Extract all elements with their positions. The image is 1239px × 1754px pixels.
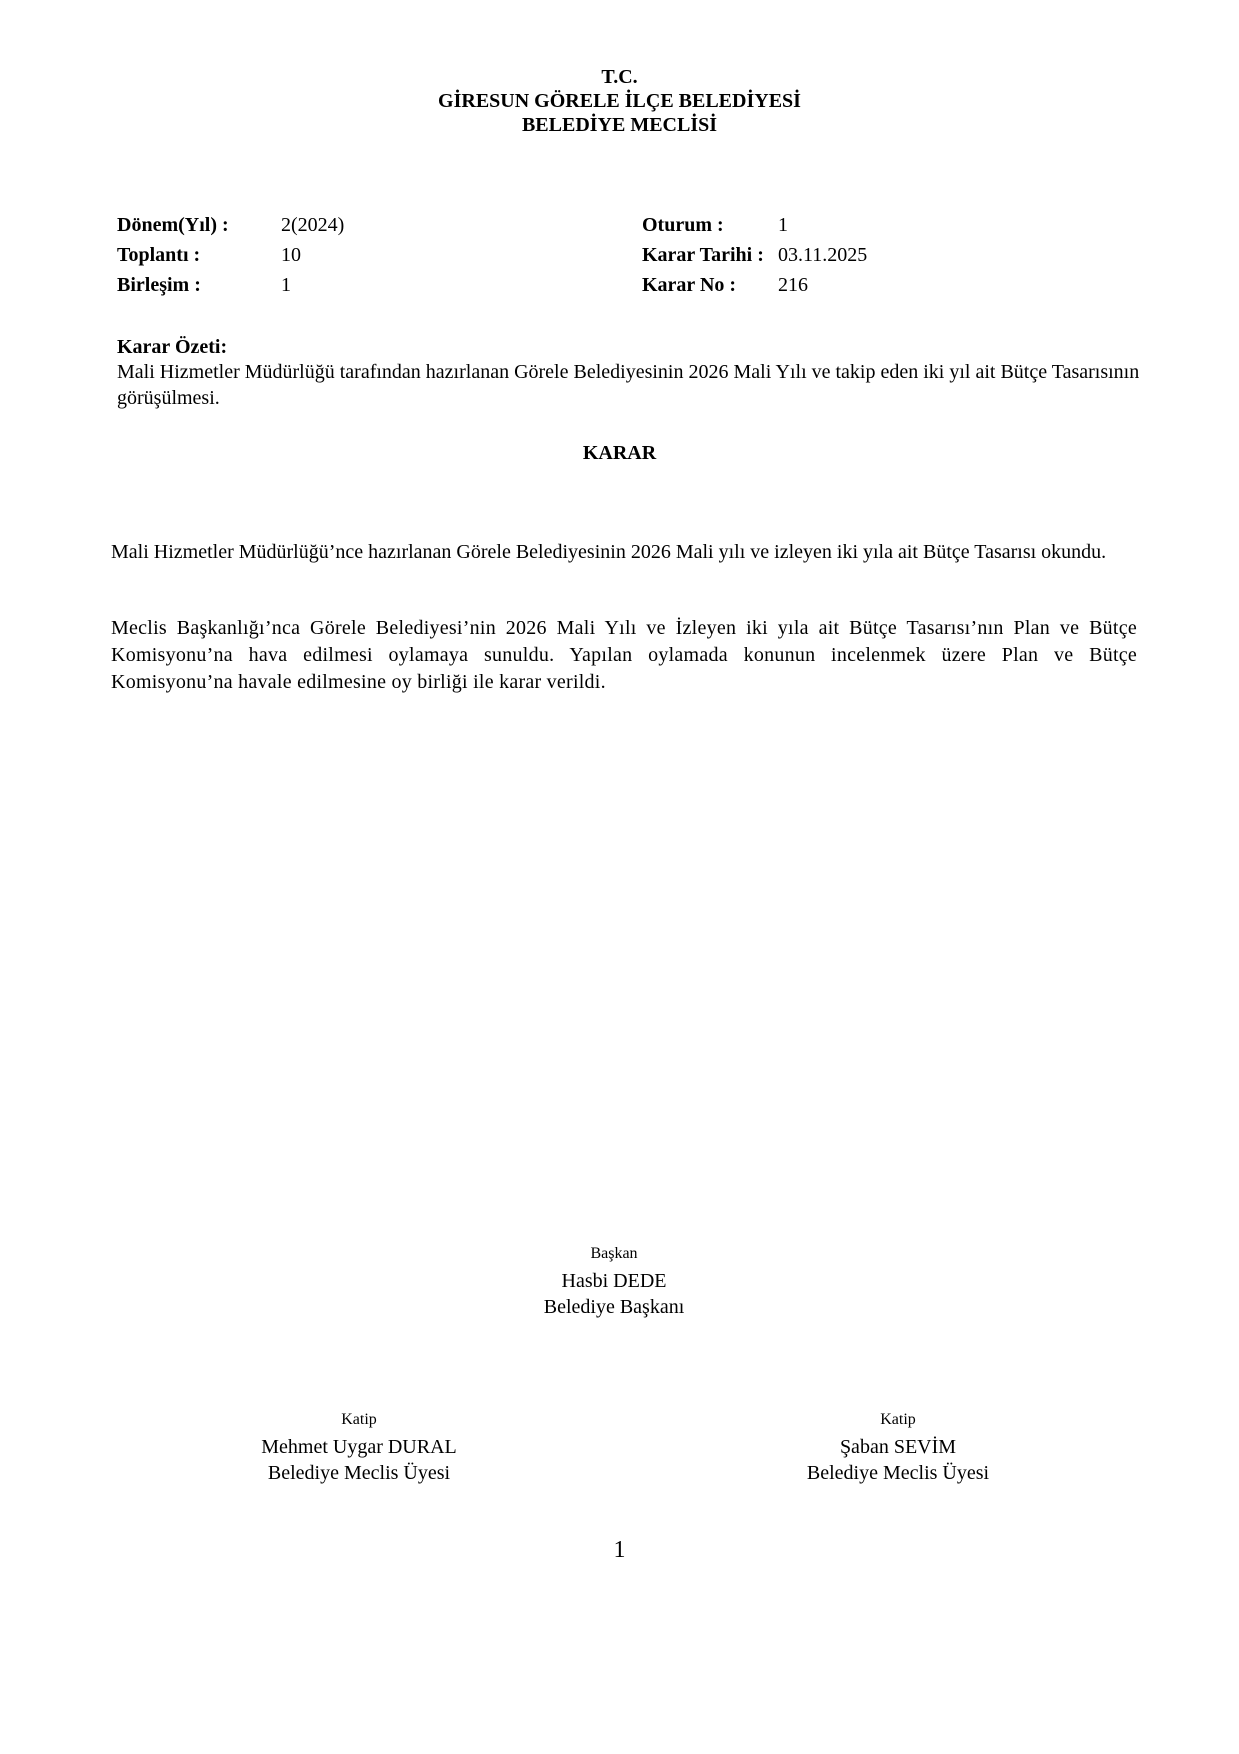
- clerk-left-role: Katip: [341, 1411, 377, 1428]
- oturum-label: Oturum :: [642, 214, 724, 236]
- toplanti-value: 10: [281, 244, 301, 266]
- page-number: 1: [613, 1537, 626, 1563]
- clerk-right-title: Belediye Meclis Üyesi: [806, 1462, 990, 1484]
- donem-value: 2(2024): [281, 214, 345, 236]
- summary-title: Karar Özeti:: [117, 336, 228, 358]
- karar-tarihi-label: Karar Tarihi :: [642, 244, 764, 266]
- birlesim-value: 1: [281, 274, 291, 296]
- birlesim-label: Birleşim :: [117, 274, 201, 296]
- clerk-left-title: Belediye Meclis Üyesi: [267, 1462, 451, 1484]
- toplanti-label: Toplantı :: [117, 244, 201, 266]
- decision-paragraph-1: Mali Hizmetler Müdürlüğü’nce hazırlanan Görele Belediyesinin 2026 Mali yılı ve izleyen iki yıla ait Bütçe Tasarısı okundu.: [111, 541, 1107, 563]
- header-municipality: GİRESUN GÖRELE İLÇE BELEDİYESİ: [438, 90, 801, 112]
- header-tc: T.C.: [601, 66, 638, 88]
- karar-tarihi-value: 03.11.2025: [778, 244, 868, 266]
- summary-text: Mali Hizmetler Müdürlüğü tarafından hazırlanan Görele Belediyesinin 2026 Mali Yılı ve takip eden iki yıl ait Bütçe Tasarısının görüşülmesi.: [117, 361, 1140, 409]
- president-role: Başkan: [590, 1245, 638, 1262]
- donem-label: Dönem(Yıl) :: [117, 214, 229, 236]
- clerk-right-role: Katip: [880, 1411, 916, 1428]
- karar-no-value: 216: [778, 274, 808, 296]
- clerk-right-name: Şaban SEVİM: [839, 1436, 957, 1458]
- president-signature-block: [434, 1244, 794, 1320]
- clerk-left-signature-block: [179, 1410, 539, 1486]
- president-title: Belediye Başkanı: [543, 1296, 685, 1318]
- clerk-left-name: Mehmet Uygar DURAL: [261, 1436, 457, 1458]
- decision-paragraph-2: Meclis Başkanlığı’nca Görele Belediyesi’nin 2026 Mali Yılı ve İzleyen iki yıla ait Bütçe Tasarısı’nın Plan ve Bütçe Komisyonu’na hava edilmesi oylamaya sunuldu. Yapılan oylamada konunun incelenmek üzere Plan ve Bütçe Komisyonu’na havale edilmesine oy birliği ile karar verildi.: [111, 617, 1137, 693]
- karar-no-label: Karar No :: [642, 274, 737, 296]
- decision-title: KARAR: [582, 442, 657, 464]
- header-council: BELEDİYE MECLİSİ: [521, 114, 718, 136]
- president-name: Hasbi DEDE: [561, 1270, 667, 1292]
- oturum-value: 1: [778, 214, 788, 236]
- clerk-right-signature-block: [718, 1410, 1078, 1486]
